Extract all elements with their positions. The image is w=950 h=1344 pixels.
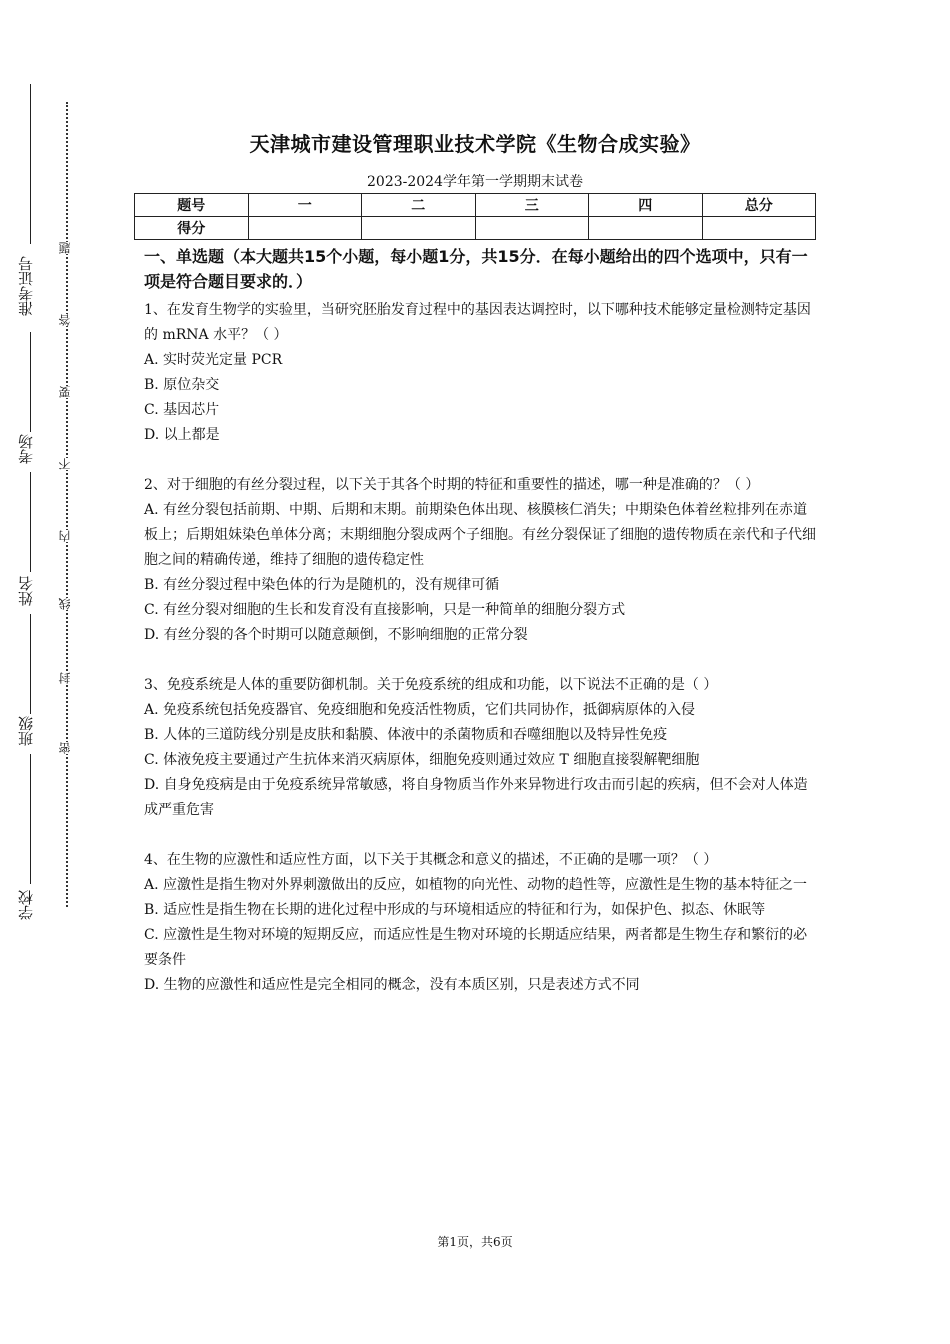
score-input-cell[interactable]	[248, 217, 362, 240]
score-row-label: 得分	[135, 217, 249, 240]
seal-char-mi: 密	[58, 742, 76, 754]
score-table	[134, 193, 816, 240]
question-4	[144, 848, 816, 998]
label-exam-room: 考场	[17, 434, 35, 464]
seal-char-da: 答	[58, 314, 76, 326]
field-line-exam-id[interactable]	[30, 84, 31, 244]
label-class: 班级	[17, 716, 35, 746]
option-c: C. 有丝分裂对细胞的生长和发育没有直接影响，只是一种简单的细胞分裂方式	[144, 602, 626, 618]
option-c: C. 应激性是生物对环境的短期反应，而适应性是生物对环境的长期适应结果，两者都是生物生存和繁衍的必要条件	[144, 927, 808, 968]
field-line-name[interactable]	[30, 472, 31, 572]
field-line-exam-room[interactable]	[30, 332, 31, 432]
seal-char-feng: 封	[58, 672, 76, 684]
option-a: A. 应激性是指生物对外界刺激做出的反应，如植物的向光性、动物的趋性等，应激性是生物的基本特征之一	[144, 877, 808, 893]
label-school: 学校	[17, 890, 35, 920]
question-1	[144, 298, 816, 448]
field-line-class[interactable]	[30, 614, 31, 714]
section-heading: 一、单选题（本大题共15个小题，每小题1分，共15分．在每小题给出的四个选项中，只有一项是符合题目要求的．）	[144, 247, 808, 291]
question-stem: 1、在发育生物学的实验里，当研究胚胎发育过程中的基因表达调控时，以下哪种技术能够定量检测特定基因的 mRNA 水平？（ ）	[144, 302, 811, 343]
seal-char-xian: 线	[58, 598, 76, 610]
score-table-header-row	[135, 194, 816, 217]
score-header-cell: 三	[475, 194, 589, 217]
option-b: B. 适应性是指生物在长期的进化过程中形成的与环境相适应的特征和行为，如保护色、拟态、休眠等	[144, 902, 766, 918]
score-header-cell: 一	[248, 194, 362, 217]
question-stem: 2、对于细胞的有丝分裂过程，以下关于其各个时期的特征和重要性的描述，哪一种是准确的？（ ）	[144, 477, 760, 493]
exam-title: 天津城市建设管理职业技术学院《生物合成实验》	[249, 132, 701, 156]
seal-char-ti: 题	[58, 242, 76, 254]
score-header-cell: 二	[362, 194, 476, 217]
option-d: D. 自身免疫病是由于免疫系统异常敏感，将自身物质当作外来异物进行攻击而引起的疾病，但不会对人体造成严重危害	[144, 777, 808, 818]
exam-content	[144, 244, 816, 1023]
option-d: D. 以上都是	[144, 427, 220, 443]
seal-char-bu: 不	[58, 458, 76, 470]
option-d: D. 有丝分裂的各个时期可以随意颠倒，不影响细胞的正常分裂	[144, 627, 528, 643]
score-header-cell: 总分	[702, 194, 816, 217]
question-stem: 3、免疫系统是人体的重要防御机制。关于免疫系统的组成和功能，以下说法不正确的是（ ）	[144, 677, 718, 693]
score-input-cell[interactable]	[475, 217, 589, 240]
label-exam-id: 准考证号	[17, 256, 35, 316]
question-2	[144, 473, 816, 648]
option-d: D. 生物的应激性和适应性是完全相同的概念，没有本质区别，只是表述方式不同	[144, 977, 640, 993]
seal-char-nei: 内	[58, 530, 76, 542]
page-footer: 第1页，共6页	[437, 1235, 513, 1249]
option-c: C. 体液免疫主要通过产生抗体来消灭病原体，细胞免疫则通过效应 T 细胞直接裂解靶细胞	[144, 752, 700, 768]
binding-margin-fields	[18, 80, 44, 940]
seal-char-yao: 要	[58, 386, 76, 398]
option-b: B. 有丝分裂过程中染色体的行为是随机的，没有规律可循	[144, 577, 500, 593]
option-b: B. 人体的三道防线分别是皮肤和黏膜、体液中的杀菌物质和吞噬细胞以及特异性免疫	[144, 727, 668, 743]
question-stem: 4、在生物的应激性和适应性方面，以下关于其概念和意义的描述，不正确的是哪一项？（ ）	[144, 852, 718, 868]
exam-subtitle: 2023-2024学年第一学期期末试卷	[367, 174, 583, 190]
seal-dotted-line	[66, 102, 68, 907]
score-header-cell: 四	[589, 194, 703, 217]
score-input-cell[interactable]	[702, 217, 816, 240]
score-input-cell[interactable]	[362, 217, 476, 240]
score-table-score-row	[135, 217, 816, 240]
option-a: A. 免疫系统包括免疫器官、免疫细胞和免疫活性物质，它们共同协作，抵御病原体的入侵	[144, 702, 696, 718]
option-b: B. 原位杂交	[144, 377, 220, 393]
option-a: A. 有丝分裂包括前期、中期、后期和末期。前期染色体出现、核膜核仁消失；中期染色体着丝粒排列在赤道板上；后期姐妹染色单体分离；末期细胞分裂成两个子细胞。有丝分裂保证了细胞的遗传物质在亲代和子代细胞之间的精确传递，维持了细胞的遗传稳定性	[144, 502, 816, 568]
option-c: C. 基因芯片	[144, 402, 220, 418]
option-a: A. 实时荧光定量 PCR	[144, 352, 283, 368]
field-line-school[interactable]	[30, 754, 31, 884]
score-input-cell[interactable]	[589, 217, 703, 240]
label-name: 姓名	[17, 576, 35, 606]
question-3	[144, 673, 816, 823]
score-header-cell: 题号	[135, 194, 249, 217]
